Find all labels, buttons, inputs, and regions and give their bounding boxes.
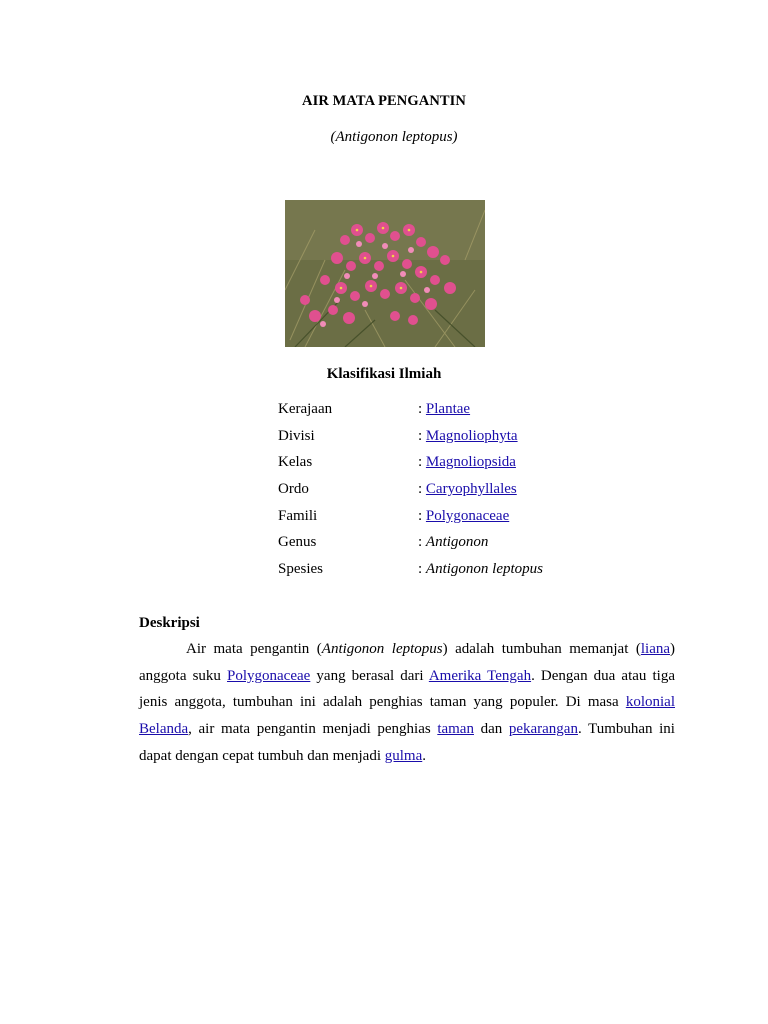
link-polygonaceae[interactable]: Polygonaceae: [425, 508, 510, 524]
classification-separator: :: [418, 508, 426, 524]
link-polygonaceae-desc[interactable]: Polygonaceae: [227, 668, 311, 684]
description-text: yang berasal dari: [310, 668, 429, 684]
description-text: ) adalah tumbuhan memanjat (: [442, 641, 641, 657]
link-caryophyllales[interactable]: Caryophyllales: [425, 481, 517, 497]
description-text: , air mata pengantin menjadi penghias: [188, 721, 438, 737]
link-plantae[interactable]: Plantae: [425, 401, 471, 417]
classification-label: Kelas: [278, 454, 313, 470]
genus-name: Antigonon: [425, 534, 489, 550]
document-subtitle: (Antigonon leptopus): [330, 129, 458, 145]
species-name: Antigonon leptopus: [425, 561, 543, 577]
link-magnoliophyta[interactable]: Magnoliophyta: [425, 428, 518, 444]
link-amerika-tengah[interactable]: Amerika Tengah: [428, 668, 532, 684]
description-text: anggota suku: [139, 668, 228, 684]
classification-label: Genus: [278, 534, 317, 550]
description-heading: Deskripsi: [139, 615, 200, 631]
flower-photo: [285, 200, 485, 347]
classification-separator: :: [418, 401, 426, 417]
link-kolonial-belanda-2[interactable]: Belanda: [139, 721, 189, 737]
link-gulma[interactable]: gulma: [384, 748, 423, 764]
classification-label: Spesies: [278, 561, 323, 577]
link-liana[interactable]: liana: [640, 641, 671, 657]
description-text: . Tumbuhan ini: [577, 721, 675, 737]
description-text: dapat dengan cepat tumbuh dan menjadi: [139, 748, 385, 764]
document-title: AIR MATA PENGANTIN: [302, 93, 466, 109]
species-italic: Antigonon leptopus: [321, 641, 443, 657]
classification-separator: :: [418, 428, 426, 444]
description-line-1: [186, 641, 675, 661]
classification-separator: :: [418, 454, 426, 470]
description-text: dan: [473, 721, 509, 737]
classification-label: Kerajaan: [278, 401, 333, 417]
description-text: Air mata pengantin (: [186, 641, 322, 657]
description-text: jenis anggota, tumbuhan ini adalah penghias taman yang populer. Di masa: [139, 694, 626, 710]
classification-heading: Klasifikasi Ilmiah: [326, 366, 442, 382]
link-taman[interactable]: taman: [437, 721, 474, 737]
classification-separator: :: [418, 561, 426, 577]
description-line-2: [139, 668, 675, 688]
description-line-5: [139, 748, 675, 768]
classification-label: Famili: [278, 508, 318, 524]
link-pekarangan[interactable]: pekarangan: [508, 721, 578, 737]
link-magnoliopsida[interactable]: Magnoliopsida: [425, 454, 516, 470]
classification-label: Ordo: [278, 481, 309, 497]
classification-label: Divisi: [278, 428, 315, 444]
link-kolonial-belanda[interactable]: kolonial: [625, 694, 675, 710]
description-text: . Dengan dua atau tiga: [531, 668, 675, 684]
description-text: .: [422, 748, 426, 764]
description-line-4: [139, 721, 675, 741]
description-text: ): [670, 641, 676, 657]
classification-separator: :: [418, 534, 426, 550]
classification-separator: :: [418, 481, 426, 497]
description-line-3: [139, 694, 675, 714]
